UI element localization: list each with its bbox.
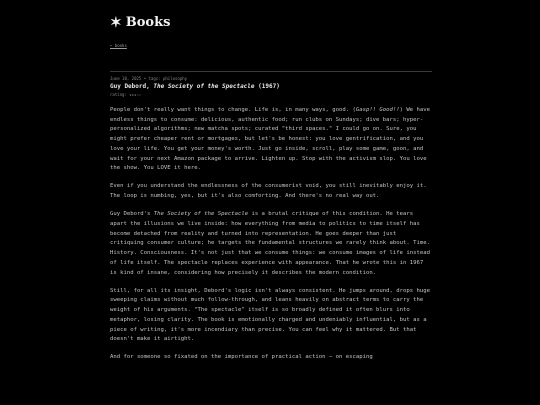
paragraph-3-text-c: is a brutal critique of this condition. He tears apart the illusions we live inside: how everything from media to politics to time itself has become detached from reality and turned into representation. He goes deeper than just critiquing consumer culture; he targets the fundamental structures we rarely think about. Time. History. Consciousness. It's not just that we consume things: we consume images of life instead of life itself. The spectacle replaces experience with appearance. That he wrote this in 1967 is kind of insane, considering how precisely it describes the modern condition. xyxy=(110,211,430,276)
site-title-text: Books xyxy=(125,15,171,30)
paragraph-3-text-a: Guy Debord's xyxy=(110,211,154,218)
paragraph-2: Even if you understand the endlessness of the consumerist void, you still inevitably enjoy it. The loop is numbing, yes, but it's also comforting. And there's no real way out. xyxy=(110,183,427,200)
paragraph-3 xyxy=(110,210,432,278)
divider xyxy=(110,71,432,72)
back-to-books-link[interactable]: ← books xyxy=(110,43,127,48)
paragraph-4: Still, for all its insight, Debord's logic isn't always consistent. He jumps around, drops huge sweeping claims without much follow-through, and leans heavily on abstract terms to carry the weight of his arguments. "The spectacle" itself is so broadly defined it often blurs into metaphor, losing clarity. The book is emotionally charged and undeniably influential, but as a piece of writing, it's more incendiary than precise. You can feel why it mattered. But that doesn't make it airtight. xyxy=(110,287,430,343)
content-column xyxy=(110,14,432,372)
post-meta: June 10, 2025 • tags: philosophy xyxy=(110,76,188,81)
paragraph-1-text-c: ) We have endless things to consume: delicious, authentic food; run clubs on Sundays; dive bars; hyper-personalized algorithms; new matcha spots; curated "third spaces." I could go on. Sure, you might prefer cheaper rent or mortgages, but let's be honest: you love gentrification, and you love your life. You get your money's worth. Just go inside, scroll, play some game, goon, and wait for your next Amazon package to arrive. Lighten up. Stop with the activism slop. You love the show. You LOVE it here. xyxy=(110,107,430,172)
site-title[interactable] xyxy=(110,14,432,32)
paragraph-1-text-a: People don't really want things to change. Life is, in many ways, good. ( xyxy=(110,107,356,113)
post-rating: rating: ★★★☆☆ xyxy=(110,92,142,97)
post-book-title: The Society of the Spectacle xyxy=(153,83,255,90)
paragraph-1 xyxy=(110,106,432,174)
paragraph-3-book-title: The Society of the Spectacle xyxy=(153,211,249,218)
paragraph-1-emphasis: Gasp!! Good!! xyxy=(355,107,400,113)
post-title xyxy=(110,83,432,91)
post-year: (1967) xyxy=(258,83,280,90)
post-author: Guy Debord, xyxy=(110,83,150,90)
asterisk-logo-icon: ✶ xyxy=(110,15,122,31)
paragraph-5: And for someone so fixated on the importance of practical action — on escaping xyxy=(110,354,373,361)
